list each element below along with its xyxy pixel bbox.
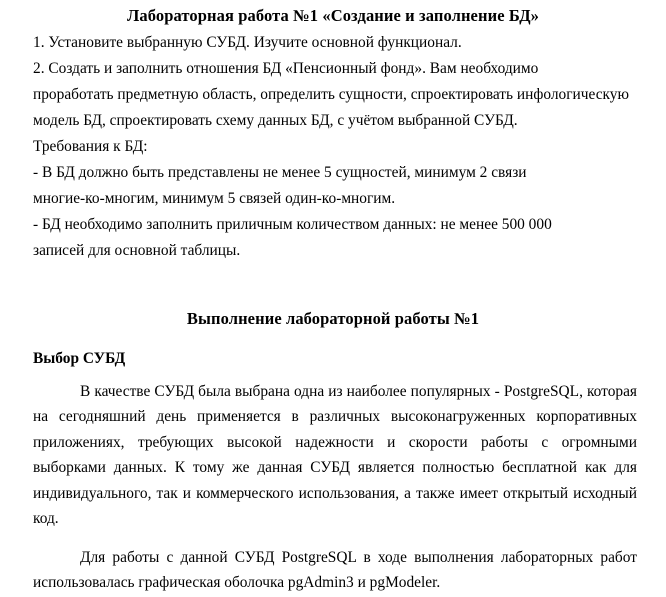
task-line: записей для основной таблицы. bbox=[33, 242, 241, 259]
body-paragraph: В качестве СУБД была выбрана одна из наиболее популярных - PostgreSQL, которая на сегодняшний день применяется в различных высоконагруженных корпоративных приложениях, требующих высокой надежности и скорости работы с огромными выборками данных. К тому же данная СУБД является полностью бесплатной как для индивидуального, так и коммерческого использования, а также имеет открытый исходный код. bbox=[33, 383, 637, 528]
task-line: 2. Создать и заполнить отношения БД «Пенсионный фонд». Вам необходимо bbox=[33, 60, 539, 77]
section-title: Выполнение лабораторной работы №1 bbox=[186, 309, 480, 328]
task-line: проработать предметную область, определить сущности, спроектировать инфологическую bbox=[33, 86, 630, 103]
task-line: - В БД должно быть представлены не менее 5 сущностей, минимум 2 связи bbox=[33, 164, 527, 181]
task-line: - БД необходимо заполнить приличным количеством данных: не менее 500 000 bbox=[33, 216, 552, 233]
lab-title: Лабораторная работа №1 «Создание и заполнение БД» bbox=[126, 6, 540, 25]
task-line: 1. Установите выбранную СУБД. Изучите основной функционал. bbox=[33, 34, 462, 51]
task-line: модель БД, спроектировать схему данных БД, с учётом выбранной СУБД. bbox=[33, 112, 518, 129]
task-line: многие-ко-многим, минимум 5 связей один-ко-многим. bbox=[33, 190, 396, 207]
task-line: Требования к БД: bbox=[33, 138, 148, 155]
body-paragraph: Для работы с данной СУБД PostgreSQL в ходе выполнения лабораторных работ использовалась графическая оболочка pgAdmin3 и pgModeler. bbox=[33, 549, 637, 592]
section-subtitle: Выбор СУБД bbox=[33, 350, 126, 367]
